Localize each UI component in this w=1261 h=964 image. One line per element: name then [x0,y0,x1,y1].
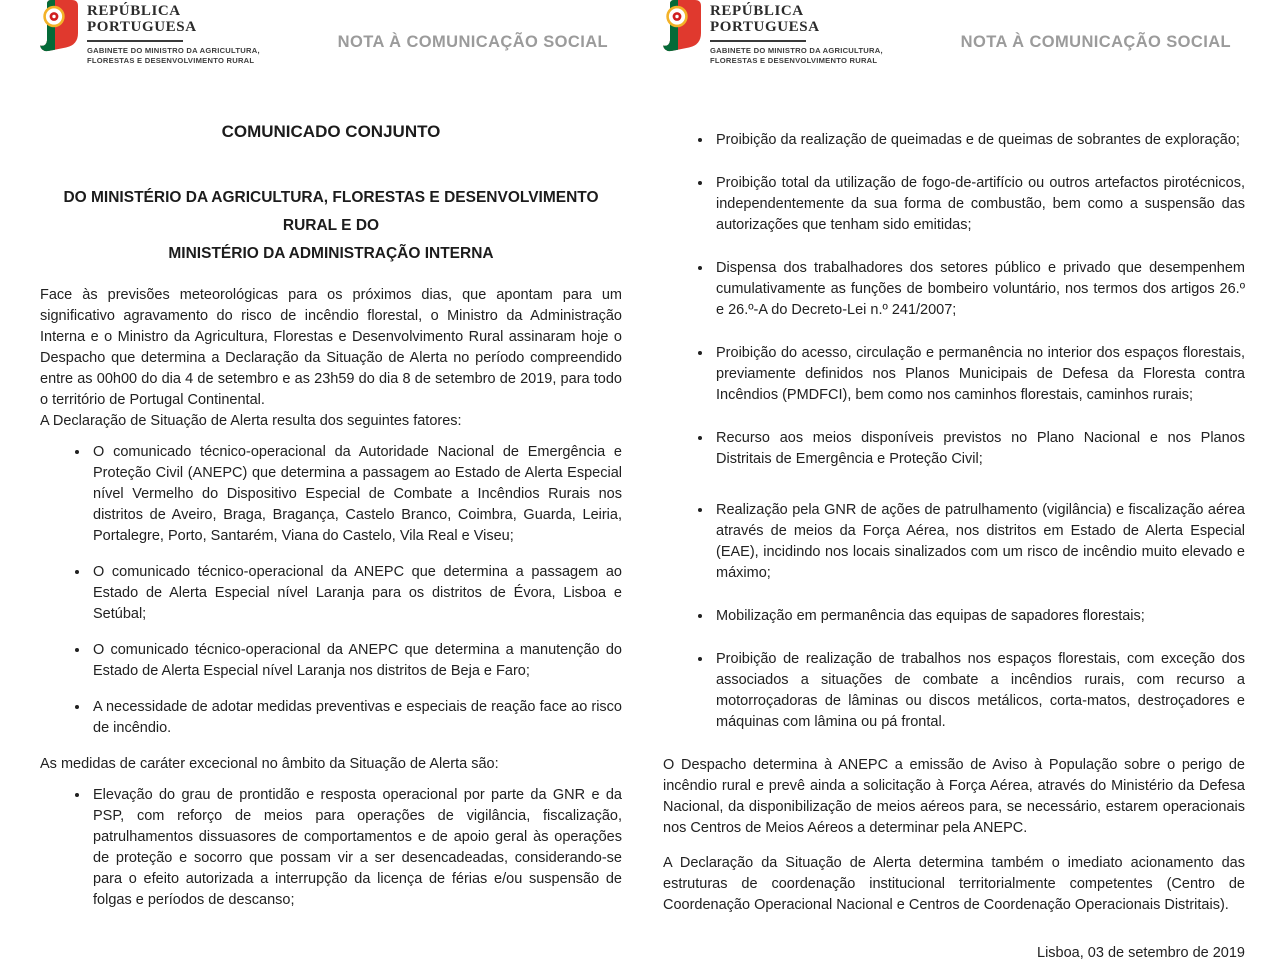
logo-divider [710,40,806,42]
ministry-header [663,0,1245,92]
ministry-header [40,0,622,92]
dateline: Lisboa, 03 de setembro de 2019 [1037,945,1245,961]
communique-subtitle [40,184,622,268]
logo-divider [87,40,183,42]
closing-paragraph: O Despacho determina à ANEPC a emissão de Aviso à População sobre o perigo de incêndio rural e prevê ainda a solicitação à Força Aérea, através do Ministério da Defesa Nacional, da disponibilização de meios aéreos para, se necessário, estarem operacionais nos Centros de Meios Aéreos a determinar pela ANEPC. [663,757,1245,836]
list-item: • A necessidade de adotar medidas preventivas e especiais de reação face ao risco de incêndio. [90,697,622,739]
portuguese-flag-icon [663,0,701,52]
list-item: • Elevação do grau de prontidão e resposta operacional por parte da GNR e da PSP, com reforço de meios para operações de vigilância, fiscalização, patrulhamentos dissuasores de comportamentos e de apoio geral às operações de proteção e socorro que possam vir a ser desencadeadas, considerando-se para o efeito autorizada a interrupção da licença de férias e/ou suspensão de folgas e períodos de descanso; [90,785,622,911]
communique-subtitle-line2: RURAL E DO [282,217,380,234]
logo-wordmark [710,3,883,35]
list-item: • Proibição do acesso, circulação e permanência no interior dos espaços florestais, previamente definidos nos Planos Municipais de Defesa da Floresta contra Incêndios (PMDFCI), bem como nos caminhos florestais, caminhos rurais; [713,343,1245,406]
communique-subtitle-line3: MINISTÉRIO DA ADMINISTRAÇÃO INTERNA [168,245,494,262]
logo-office-line2: FLORESTAS E DESENVOLVIMENTO RURAL [87,55,255,65]
list-item: • Dispensa dos trabalhadores dos setores público e privado que desempenhem cumulativamente as funções de bombeiro voluntário, nos termos dos artigos 26.º e 26.º-A do Decreto-Lei n.º 241/2007; [713,258,1245,321]
press-note-label: NOTA À COMUNICAÇÃO SOCIAL [337,33,608,51]
list-item: • O comunicado técnico-operacional da Autoridade Nacional de Emergência e Proteção Civil (ANEPC) que determina a passagem ao Estado de Alerta Especial nível Vermelho do Dispositivo Especial de Combate a Incêndios Rurais nos distritos de Aveiro, Braga, Bragança, Castelo Branco, Coimbra, Guarda, Leiria, Portalegre, Porto, Santarém, Viana do Castelo, Vila Real e Viseu; [90,442,622,547]
page-right [663,0,1245,964]
factors-lead: A Declaração de Situação de Alerta resulta dos seguintes fatores: [40,413,462,429]
logo-office-line2: FLORESTAS E DESENVOLVIMENTO RURAL [710,55,878,65]
measures-list-right [663,130,1245,733]
press-note-label: NOTA À COMUNICAÇÃO SOCIAL [960,33,1231,51]
list-item: • Proibição de realização de trabalhos nos espaços florestais, com exceção dos associados a situações de combate a incêndios rurais, com recurso a motorroçadoras de lâminas ou discos metálicos, corta-matos, destroçadores e máquinas com lâmina ou pá frontal. [713,649,1245,733]
list-item: • Realização pela GNR de ações de patrulhamento (vigilância) e fiscalização aérea através de meios da Força Aérea, nos distritos em Estado de Alerta Especial (EAE), incidindo nos locais sinalizados com um risco de incêndio muito elevado e máximo; [713,500,1245,584]
list-item: • Mobilização em permanência das equipas de sapadores florestais; [713,606,1245,627]
logo-office [87,46,260,65]
measures-list-left [40,785,622,911]
factors-list [40,442,622,739]
list-item: • O comunicado técnico-operacional da ANEPC que determina a passagem ao Estado de Alerta Especial nível Laranja para os distritos de Évora, Lisboa e Setúbal; [90,562,622,625]
list-item: • Recurso aos meios disponíveis previstos no Plano Nacional e nos Planos Distritais de Emergência e Proteção Civil; [713,428,1245,470]
portuguese-flag-icon [40,0,78,52]
list-item: • O comunicado técnico-operacional da ANEPC que determina a manutenção do Estado de Alerta Especial nível Laranja nos distritos de Beja e Faro; [90,640,622,682]
republica-portuguesa-logo [40,0,260,65]
communique-subtitle-line1: DO MINISTÉRIO DA AGRICULTURA, FLORESTAS E DESENVOLVIMENTO [63,189,599,206]
logo-office-line1: GABINETE DO MINISTRO DA AGRICULTURA, [87,46,260,55]
logo-wordmark [87,3,260,35]
list-item: • Proibição da realização de queimadas e de queimas de sobrantes de exploração; [713,130,1245,151]
logo-office [710,46,883,65]
republica-portuguesa-logo [663,0,883,65]
logo-wordmark-line1: REPÚBLICA [710,3,804,19]
closing-paragraph: A Declaração da Situação de Alerta determina também o imediato acionamento das estruturas de coordenação institucional territorialmente competentes (Centro de Coordenação Operacional Nacional e Centros de Coordenação Operacionais Distritais). [663,855,1245,913]
logo-wordmark-line2: PORTUGUESA [710,19,820,35]
communique-title: COMUNICADO CONJUNTO [221,122,441,141]
page-left [40,0,622,926]
logo-wordmark-line2: PORTUGUESA [87,19,197,35]
list-item: • Proibição total da utilização de fogo-de-artifício ou outros artefactos pirotécnicos, independentemente da sua forma de combustão, bem como a suspensão das autorizações que tenham sido emitidas; [713,173,1245,236]
logo-wordmark-line1: REPÚBLICA [87,3,181,19]
logo-office-line1: GABINETE DO MINISTRO DA AGRICULTURA, [710,46,883,55]
intro-paragraph: Face às previsões meteorológicas para os próximos dias, que apontam para um significativo agravamento do risco de incêndio florestal, o Ministro da Administração Interna e o Ministro da Agricultura, Florestas e Desenvolvimento Rural assinaram hoje o Despacho que determina a Declaração da Situação de Alerta no período compreendido entre as 00h00 do dia 4 de setembro e as 23h59 do dia 8 de setembro de 2019, para todo o território de Portugal Continental. [40,287,622,408]
measures-lead: As medidas de caráter excecional no âmbito da Situação de Alerta são: [40,756,499,772]
